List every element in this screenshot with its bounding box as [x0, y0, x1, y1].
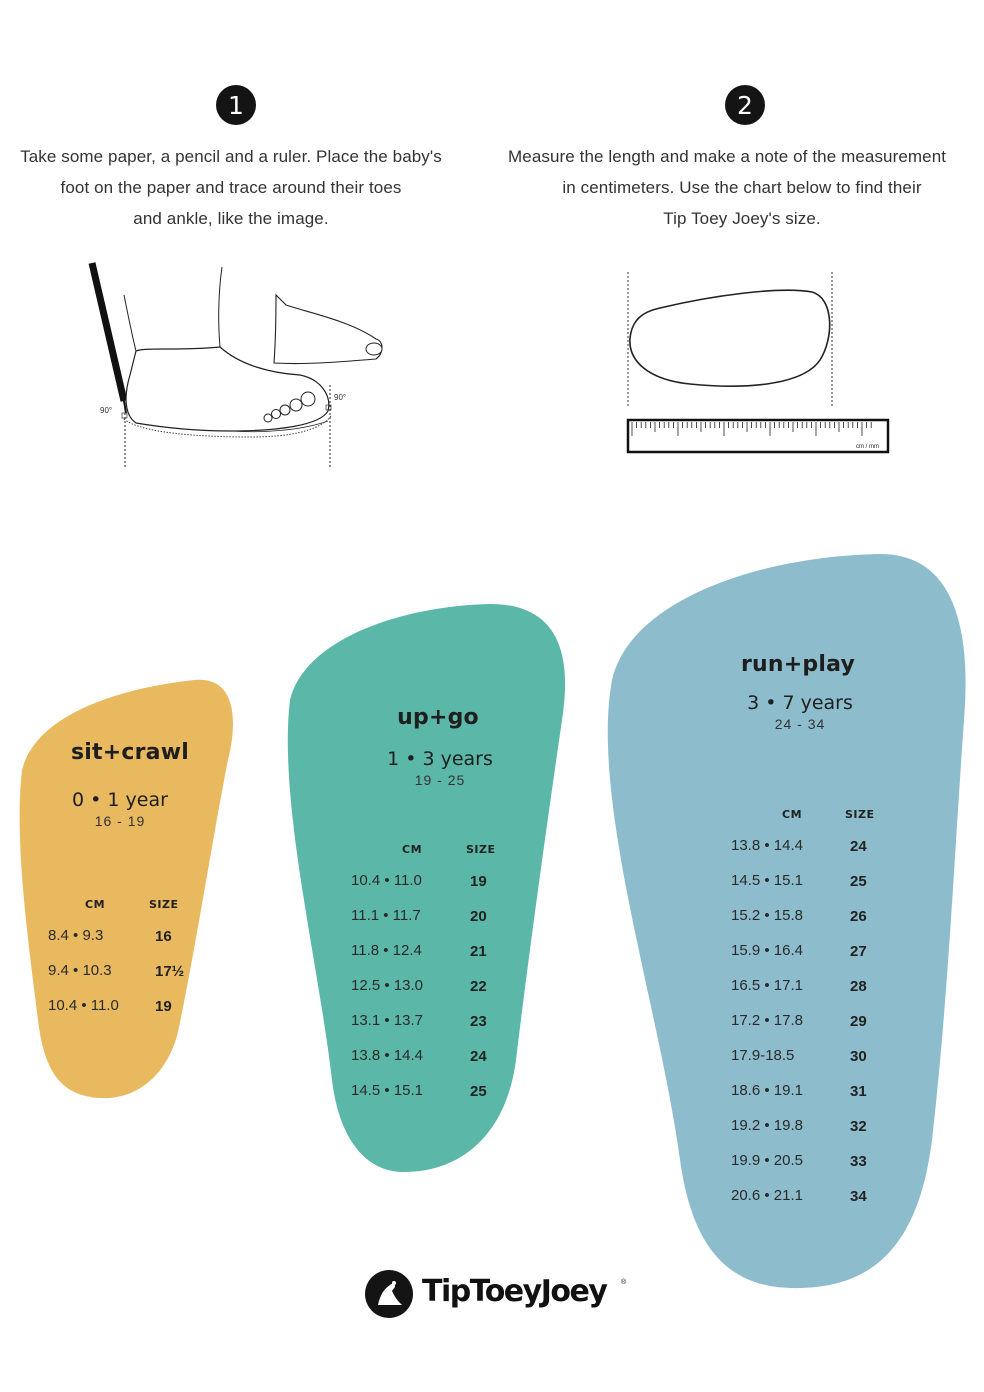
step-2-line-3: Tip Toey Joey's size.: [663, 209, 821, 228]
row-cm-range: 12.5 • 13.0: [351, 977, 423, 994]
step-2-line-2: in centimeters. Use the chart below to find their: [562, 178, 922, 197]
row-size-value: 34: [850, 1188, 867, 1205]
row-cm-range: 13.8 • 14.4: [731, 837, 803, 854]
row-size-value: 19: [470, 873, 487, 890]
step-1-line-3: and ankle, like the image.: [133, 209, 329, 228]
group-title-sit-crawl: sit+crawl: [71, 740, 189, 765]
row-cm-range: 19.2 • 19.8: [731, 1117, 803, 1134]
row-cm-range: 9.4 • 10.3: [48, 962, 112, 979]
group-range-sit-crawl: 16 - 19: [94, 813, 146, 829]
row-size-value: 20: [470, 908, 487, 925]
row-size-value: 30: [850, 1048, 867, 1065]
col-head-cm-run-play: CM: [782, 808, 803, 821]
row-cm-range: 8.4 • 9.3: [48, 927, 104, 944]
col-head-size-run-play: SIZE: [845, 808, 875, 821]
step-2-line-1: Measure the length and make a note of the measurement: [508, 147, 947, 166]
step-1-number: 1: [228, 90, 244, 120]
row-cm-range: 11.1 • 11.7: [351, 907, 421, 924]
row-size-value: 24: [850, 838, 867, 855]
row-size-value: 32: [850, 1118, 867, 1135]
row-cm-range: 11.8 • 12.4: [351, 942, 422, 959]
group-age-run-play: 3 • 7 years: [747, 692, 853, 714]
row-cm-range: 20.6 • 21.1: [731, 1187, 803, 1204]
col-head-cm-up-go: CM: [402, 843, 423, 856]
row-size-value: 26: [850, 908, 867, 925]
row-cm-range: 18.6 • 19.1: [731, 1082, 803, 1099]
row-cm-range: 13.1 • 13.7: [351, 1012, 423, 1029]
row-size-value: 27: [850, 943, 867, 960]
row-size-value: 25: [850, 873, 867, 890]
row-size-value: 28: [850, 978, 867, 995]
joey-logo-icon: [364, 1269, 414, 1319]
row-cm-range: 17.2 • 17.8: [731, 1012, 803, 1029]
group-range-run-play: 24 - 34: [774, 716, 826, 732]
group-title-run-play: run+play: [740, 652, 855, 677]
row-cm-range: 14.5 • 15.1: [731, 872, 803, 889]
step-1-line-1: Take some paper, a pencil and a ruler. Place the baby's: [20, 147, 442, 166]
row-cm-range: 14.5 • 15.1: [351, 1082, 423, 1099]
brand-name: TipToeyJoey: [422, 1274, 607, 1309]
angle-label-left: 90°: [100, 406, 113, 415]
row-cm-range: 15.9 • 16.4: [731, 942, 803, 959]
brand-registered-mark: ®: [621, 1279, 627, 1286]
row-cm-range: 17.9-18.5: [731, 1047, 795, 1064]
row-size-value: 21: [470, 943, 487, 960]
group-title-up-go: up+go: [397, 705, 479, 730]
step-1-line-2: foot on the paper and trace around their toes: [60, 178, 402, 197]
group-age-sit-crawl: 0 • 1 year: [72, 789, 168, 811]
angle-label-right: 90°: [334, 393, 347, 402]
row-size-value: 16: [155, 928, 172, 945]
row-size-value: 19: [155, 998, 172, 1015]
row-cm-range: 10.4 • 11.0: [48, 997, 119, 1014]
col-head-size-up-go: SIZE: [466, 843, 496, 856]
row-size-value: 33: [850, 1153, 867, 1170]
ruler-unit-label: cm / mm: [856, 444, 879, 450]
row-cm-range: 15.2 • 15.8: [731, 907, 803, 924]
row-size-value: 29: [850, 1013, 867, 1030]
row-cm-range: 19.9 • 20.5: [731, 1152, 803, 1169]
col-head-size-sit-crawl: SIZE: [149, 898, 179, 911]
row-size-value: 17½: [155, 963, 185, 980]
group-range-up-go: 19 - 25: [414, 772, 466, 788]
row-cm-range: 16.5 • 17.1: [731, 977, 803, 994]
group-age-up-go: 1 • 3 years: [387, 748, 493, 770]
row-size-value: 25: [470, 1083, 487, 1100]
row-cm-range: 13.8 • 14.4: [351, 1047, 423, 1064]
row-size-value: 24: [470, 1048, 487, 1065]
row-size-value: 23: [470, 1013, 487, 1030]
row-cm-range: 10.4 • 11.0: [351, 872, 422, 889]
step-2-number: 2: [737, 90, 753, 120]
row-size-value: 22: [470, 978, 487, 995]
row-size-value: 31: [850, 1083, 867, 1100]
col-head-cm-sit-crawl: CM: [85, 898, 106, 911]
